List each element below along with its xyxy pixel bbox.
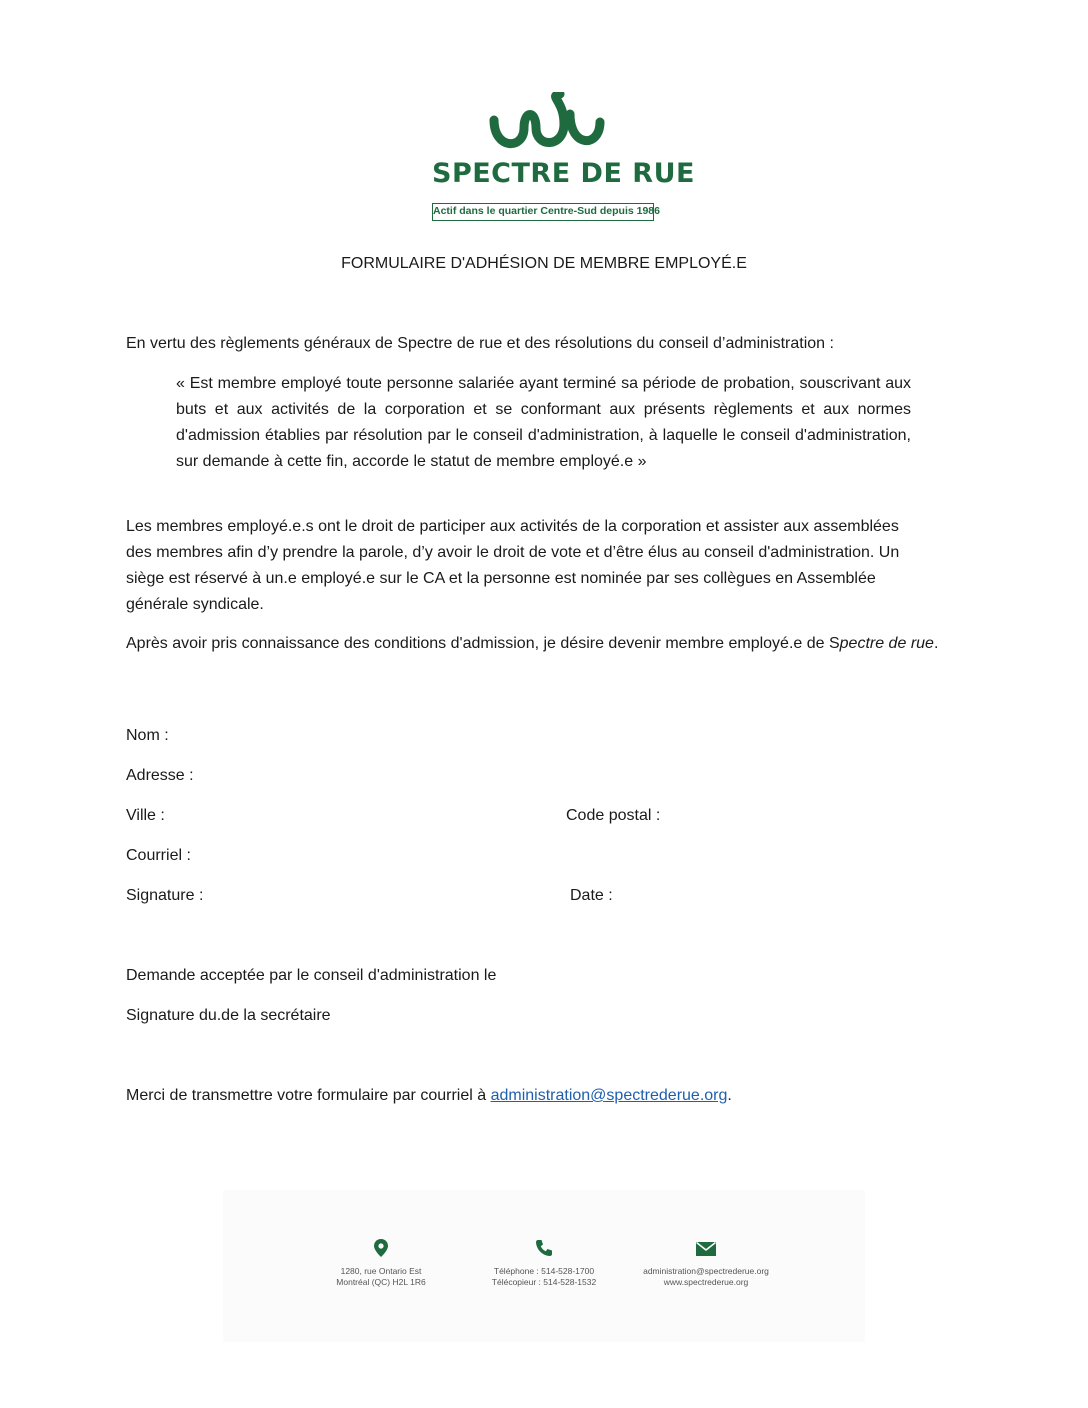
serpent-logo-icon bbox=[420, 92, 670, 158]
declaration-org-name-end: rue bbox=[910, 635, 934, 652]
location-pin-icon bbox=[373, 1238, 389, 1258]
footer-website-line: www.spectrederue.org bbox=[663, 1277, 749, 1287]
fax-line: Télécopieur : 514-528-1532 bbox=[491, 1277, 597, 1287]
footer-email-line: administration@spectrederue.org bbox=[643, 1266, 769, 1276]
code-postal-field-label: Code postal : bbox=[566, 807, 661, 824]
declaration-end: . bbox=[933, 635, 939, 652]
email-link[interactable]: administration@spectrederue.org bbox=[490, 1087, 728, 1104]
footer-banner bbox=[223, 1190, 865, 1342]
nom-field-label: Nom : bbox=[126, 727, 169, 744]
courriel-field-label: Courriel : bbox=[126, 847, 191, 864]
accepted-by-board-label: Demande acceptée par le conseil d'administration le bbox=[126, 967, 497, 984]
footer-address bbox=[291, 1238, 471, 1288]
ville-field-label: Ville : bbox=[126, 807, 165, 824]
envelope-icon bbox=[695, 1241, 717, 1257]
logo bbox=[420, 92, 695, 226]
logo-name: SPECTRE DE RUE bbox=[432, 158, 695, 189]
signature-field-label: Signature : bbox=[126, 887, 204, 904]
adresse-field-label: Adresse : bbox=[126, 767, 194, 784]
address-line-1: 1280, rue Ontario Est bbox=[340, 1266, 422, 1276]
rights-paragraph: Les membres employé.e.s ont le droit de participer aux activités de la corporation et assister aux assemblées des membres afin d’y prendre la parole, d’y avoir le droit de vote et d’être élus au conseil d'administration. Un siège est réservé à un.e employé.e sur le CA et la personne est nominée par ses collègues en Assemblée générale syndicale. bbox=[126, 518, 900, 613]
closing-paragraph bbox=[126, 1086, 732, 1106]
intro-paragraph: En vertu des règlements généraux de Spectre de rue et des résolutions du conseil d’administration : bbox=[126, 335, 834, 352]
closing-end: . bbox=[727, 1087, 732, 1104]
declaration-paragraph bbox=[126, 631, 948, 657]
secretary-signature-label: Signature du.de la secrétaire bbox=[126, 1007, 331, 1024]
declaration-org-name: pectre de bbox=[839, 635, 907, 652]
declaration-text: Après avoir pris connaissance des conditions d'admission, je désire devenir membre employé.e de S bbox=[126, 635, 840, 652]
address-line-2: Montréal (QC) H2L 1R6 bbox=[336, 1277, 426, 1287]
footer-phone bbox=[454, 1238, 634, 1288]
closing-text: Merci de transmettre votre formulaire par courriel à bbox=[126, 1087, 491, 1104]
logo-tagline: Actif dans le quartier Centre-Sud depuis 1986 bbox=[432, 203, 654, 221]
phone-line: Téléphone : 514-528-1700 bbox=[493, 1266, 595, 1276]
page-title: FORMULAIRE D'ADHÉSION DE MEMBRE EMPLOYÉ.E bbox=[341, 255, 747, 272]
bylaw-quote: « Est membre employé toute personne salariée ayant terminé sa période de probation, souscrivant aux buts et aux activités de la corporation et se conformant aux présents règlements et aux normes d'admission établies par résolution par le conseil d'administration, à laquelle le conseil d'administration, sur demande à cette fin, accorde le statut de membre employé.e » bbox=[176, 375, 911, 470]
date-field-label: Date : bbox=[570, 887, 613, 904]
footer-email bbox=[616, 1238, 796, 1288]
phone-icon bbox=[534, 1238, 554, 1258]
